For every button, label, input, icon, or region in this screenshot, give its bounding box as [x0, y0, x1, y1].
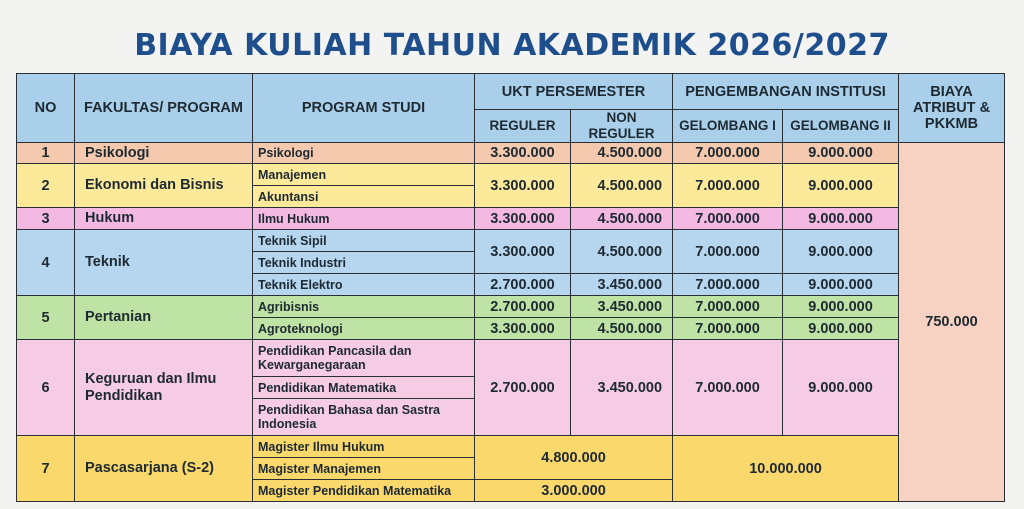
- reguler-cell: 3.300.000: [475, 318, 571, 340]
- prodi-cell: Magister Ilmu Hukum: [253, 436, 475, 458]
- gelombang-2-cell: 9.000.000: [783, 296, 899, 318]
- reguler-cell: 2.700.000: [475, 340, 571, 436]
- prodi-cell: Pendidikan Bahasa dan Sastra Indonesia: [253, 399, 475, 436]
- gelombang-2-cell: 9.000.000: [783, 318, 899, 340]
- gelombang-1-cell: 7.000.000: [673, 274, 783, 296]
- non-reguler-cell: 4.500.000: [571, 208, 673, 230]
- header-reguler: REGULER: [475, 110, 571, 143]
- gelombang-1-cell: 7.000.000: [673, 208, 783, 230]
- prodi-cell: Agroteknologi: [253, 318, 475, 340]
- tuition-table: [16, 73, 1005, 502]
- gelombang-2-cell: 9.000.000: [783, 340, 899, 436]
- reguler-cell: 3.300.000: [475, 143, 571, 164]
- non-reguler-cell: 3.450.000: [571, 296, 673, 318]
- header-ukt: UKT PERSEMESTER: [475, 74, 673, 110]
- gelombang-2-cell: 9.000.000: [783, 208, 899, 230]
- non-reguler-cell: 4.500.000: [571, 164, 673, 208]
- header-non-reguler: NON REGULER: [571, 110, 673, 143]
- table-row: [17, 208, 1005, 230]
- prodi-cell: Ilmu Hukum: [253, 208, 475, 230]
- header-no: NO: [17, 74, 75, 143]
- ukt-cell: 3.000.000: [475, 480, 673, 502]
- table-row: [17, 296, 1005, 318]
- non-reguler-cell: 4.500.000: [571, 318, 673, 340]
- table-row: [17, 230, 1005, 252]
- fakultas-cell: Pertanian: [75, 296, 253, 340]
- ukt-cell: 4.800.000: [475, 436, 673, 480]
- header-atribut: BIAYA ATRIBUT & PKKMB: [899, 74, 1005, 143]
- gelombang-2-cell: 9.000.000: [783, 274, 899, 296]
- prodi-cell: Pendidikan Matematika: [253, 377, 475, 399]
- row-no: 3: [17, 208, 75, 230]
- prodi-cell: Teknik Elektro: [253, 274, 475, 296]
- row-no: 5: [17, 296, 75, 340]
- reguler-cell: 2.700.000: [475, 274, 571, 296]
- table-row: [17, 436, 1005, 458]
- row-no: 4: [17, 230, 75, 296]
- gelombang-2-cell: 9.000.000: [783, 164, 899, 208]
- gelombang-1-cell: 7.000.000: [673, 164, 783, 208]
- prodi-cell: Psikologi: [253, 143, 475, 164]
- prodi-cell: Magister Pendidikan Matematika: [253, 480, 475, 502]
- gelombang-1-cell: 7.000.000: [673, 318, 783, 340]
- table-row: [17, 143, 1005, 164]
- non-reguler-cell: 3.450.000: [571, 274, 673, 296]
- table-row: [17, 164, 1005, 186]
- prodi-cell: Akuntansi: [253, 186, 475, 208]
- prodi-cell: Teknik Industri: [253, 252, 475, 274]
- row-no: 7: [17, 436, 75, 502]
- prodi-cell: Magister Manajemen: [253, 458, 475, 480]
- gelombang-1-cell: 7.000.000: [673, 230, 783, 274]
- fakultas-cell: Ekonomi dan Bisnis: [75, 164, 253, 208]
- header-gelombang-1: GELOMBANG I: [673, 110, 783, 143]
- header-gelombang-2: GELOMBANG II: [783, 110, 899, 143]
- prodi-cell: Teknik Sipil: [253, 230, 475, 252]
- reguler-cell: 2.700.000: [475, 296, 571, 318]
- header-pengembangan: PENGEMBANGAN INSTITUSI: [673, 74, 899, 110]
- gelombang-2-cell: 9.000.000: [783, 143, 899, 164]
- row-no: 6: [17, 340, 75, 436]
- reguler-cell: 3.300.000: [475, 230, 571, 274]
- reguler-cell: 3.300.000: [475, 208, 571, 230]
- fakultas-cell: Teknik: [75, 230, 253, 296]
- pengembangan-cell: 10.000.000: [673, 436, 899, 502]
- prodi-cell: Manajemen: [253, 164, 475, 186]
- atribut-cell: 750.000: [899, 143, 1005, 502]
- header-fakultas: FAKULTAS/ PROGRAM: [75, 74, 253, 143]
- gelombang-1-cell: 7.000.000: [673, 143, 783, 164]
- row-no: 2: [17, 164, 75, 208]
- fakultas-cell: Psikologi: [75, 143, 253, 164]
- prodi-cell: Pendidikan Pancasila dan Kewarganegaraan: [253, 340, 475, 377]
- fakultas-cell: Keguruan dan Ilmu Pendidikan: [75, 340, 253, 436]
- row-no: 1: [17, 143, 75, 164]
- page-title: BIAYA KULIAH TAHUN AKADEMIK 2026/2027: [134, 28, 890, 63]
- fakultas-cell: Pascasarjana (S-2): [75, 436, 253, 502]
- gelombang-1-cell: 7.000.000: [673, 296, 783, 318]
- non-reguler-cell: 4.500.000: [571, 143, 673, 164]
- non-reguler-cell: 3.450.000: [571, 340, 673, 436]
- table-row: [17, 340, 1005, 377]
- fakultas-cell: Hukum: [75, 208, 253, 230]
- prodi-cell: Agribisnis: [253, 296, 475, 318]
- gelombang-1-cell: 7.000.000: [673, 340, 783, 436]
- reguler-cell: 3.300.000: [475, 164, 571, 208]
- non-reguler-cell: 4.500.000: [571, 230, 673, 274]
- header-program-studi: PROGRAM STUDI: [253, 74, 475, 143]
- gelombang-2-cell: 9.000.000: [783, 230, 899, 274]
